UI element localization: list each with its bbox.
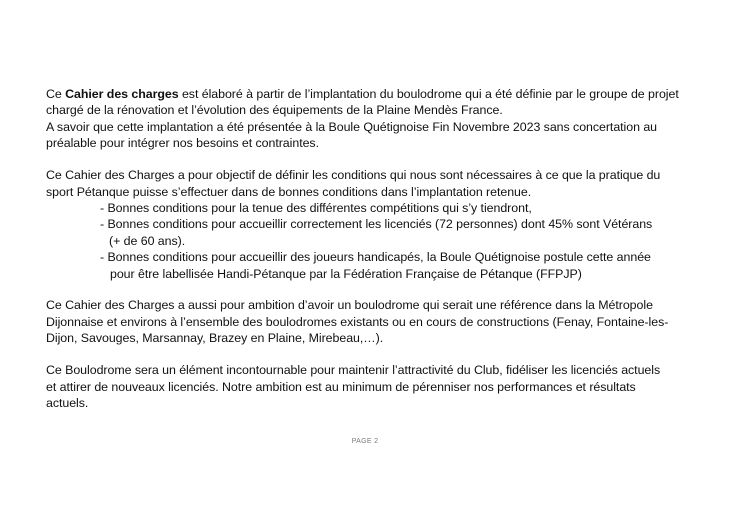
text-line: Ce Cahier des Charges a aussi pour ambition d’avoir un boulodrome qui serait une référence dans la Métropole (46, 298, 653, 313)
text-line: chargé de la rénovation et l’évolution des équipements de la Plaine Mendès France. (46, 103, 503, 118)
paragraph-intro (46, 86, 706, 152)
text-line: pour être labellisée Handi-Pétanque par la Fédération Française de Pétanque (FFPJP) (110, 266, 582, 281)
document-body (46, 86, 706, 427)
text-line: - Bonnes conditions pour accueillir des joueurs handicapés, la Boule Quétignoise postule cette année (100, 250, 651, 265)
text-line: (+ de 60 ans). (109, 233, 186, 248)
text-line: Ce Boulodrome sera un élément incontournable pour maintenir l’attractivité du Club, fidéliser les licenciés actuels (46, 363, 661, 378)
text-line: sport Pétanque puisse s’effectuer dans de bonnes conditions dans l’implantation retenue. (46, 184, 532, 199)
text-line: et attirer de nouveaux licenciés. Notre ambition est au minimum de pérenniser nos performances et résultats (46, 379, 636, 394)
text-line: A savoir que cette implantation a été présentée à la Boule Quétignoise Fin Novembre 2023 sans concertation au (46, 119, 658, 134)
conditions-list (46, 200, 706, 282)
text-line: actuels. (46, 396, 89, 410)
list-item (46, 200, 706, 216)
list-item (46, 249, 706, 282)
paragraph-objectives (46, 167, 706, 282)
text-line: - Bonnes conditions pour la tenue des différentes compétitions qui s’y tiendront, (100, 200, 532, 215)
text-line: Dijon, Savouges, Marsannay, Brazey en Plaine, Mirebeau,…). (46, 331, 384, 346)
text-fragment: Ce (46, 87, 66, 101)
text-line (46, 86, 706, 102)
text-line: préalable pour intégrer nos besoins et contraintes. (46, 136, 319, 151)
paragraph-ambition (46, 297, 706, 346)
text-line: Dijonnaise et environs à l’ensemble des boulodromes existants ou en cours de constructions (Fenay, Fontaine-les- (46, 314, 669, 329)
page-number: PAGE 2 (351, 438, 379, 445)
bold-term: Cahier des charges (65, 87, 179, 101)
text-line: - Bonnes conditions pour accueillir correctement les licenciés (72 personnes) dont 45% sont Vétérans (100, 217, 653, 232)
paragraph-conclusion (46, 362, 706, 411)
list-item (46, 216, 706, 249)
text-fragment: est élaboré à partir de l’implantation du boulodrome qui a été définie par le groupe de projet (178, 87, 679, 101)
text-line: Ce Cahier des Charges a pour objectif de définir les conditions qui nous sont nécessaires à ce que la pratique du (46, 168, 661, 183)
